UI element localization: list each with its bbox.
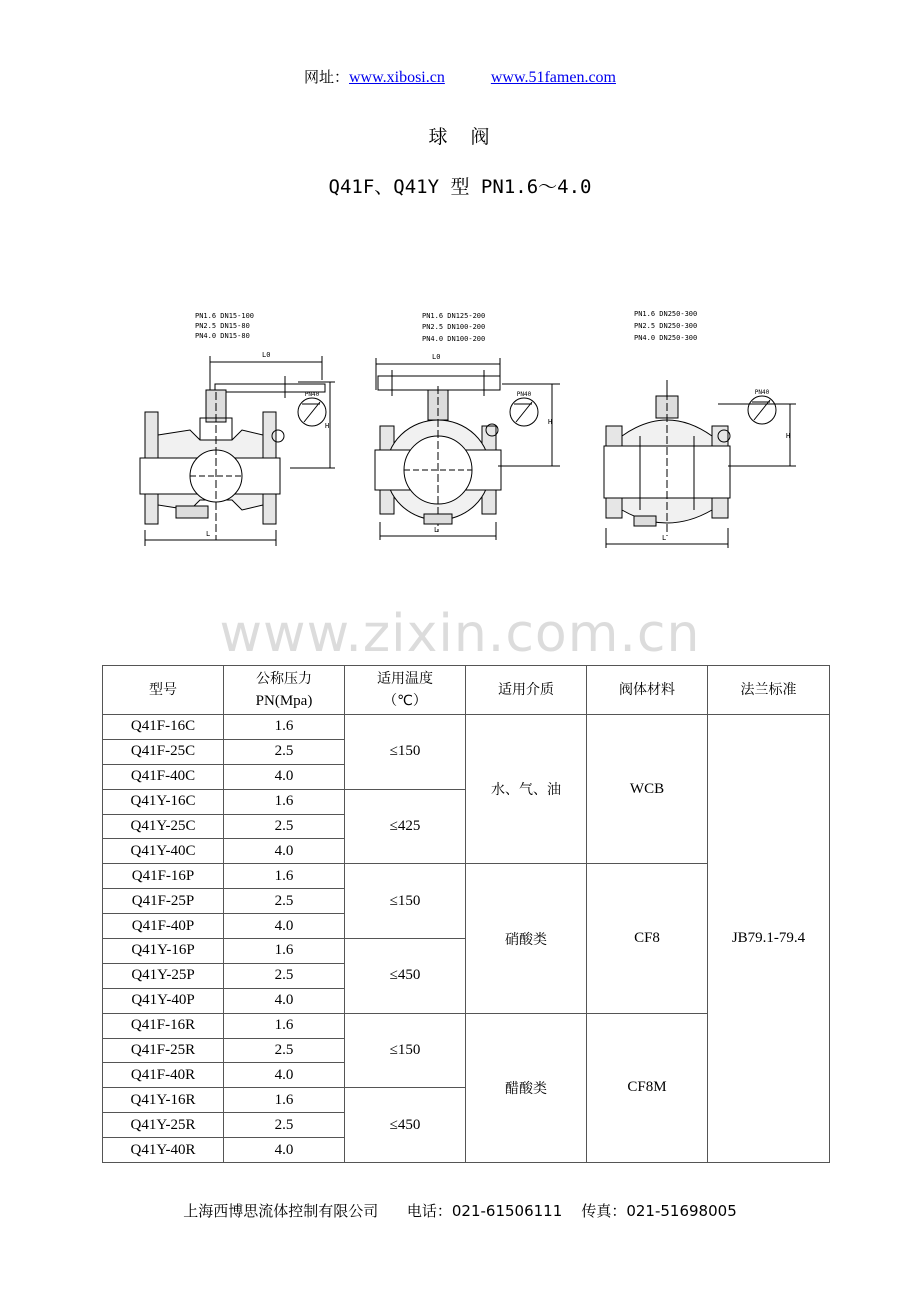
fig3-l: L bbox=[662, 534, 667, 542]
model-cell: Q41F-40R bbox=[103, 1063, 224, 1088]
pressure-cell: 4.0 bbox=[224, 839, 345, 864]
fig2-l: L bbox=[434, 526, 439, 534]
footer-fax: 传真：021-51698005 bbox=[581, 1202, 737, 1220]
fig1-mark: PN40 bbox=[304, 391, 320, 398]
spec-table bbox=[102, 665, 830, 1163]
pressure-cell: 4.0 bbox=[224, 1138, 345, 1163]
fig1-h: H bbox=[325, 422, 330, 430]
pressure-cell: 2.5 bbox=[224, 889, 345, 914]
temperature-cell: ≤425 bbox=[345, 789, 466, 864]
header-material: 阀体材料 bbox=[587, 666, 708, 715]
pressure-cell: 1.6 bbox=[224, 715, 345, 740]
pressure-cell: 2.5 bbox=[224, 814, 345, 839]
model-cell: Q41Y-25P bbox=[103, 963, 224, 988]
pressure-cell: 4.0 bbox=[224, 914, 345, 939]
fig2-spec1: PN1.6 DN125-200 bbox=[422, 312, 486, 320]
fig3-spec1: PN1.6 DN250-300 bbox=[634, 310, 698, 318]
valve-drawings bbox=[0, 300, 920, 560]
pressure-cell: 2.5 bbox=[224, 1038, 345, 1063]
fig2-h: H bbox=[548, 418, 553, 426]
header-flange: 法兰标准 bbox=[708, 666, 830, 715]
valve-drawing-small bbox=[140, 312, 335, 546]
pressure-cell: 2.5 bbox=[224, 739, 345, 764]
document-subtitle: Q41F、Q41Y 型 PN1.6～4.0 bbox=[328, 176, 592, 198]
fig3-spec2: PN2.5 DN250-300 bbox=[634, 322, 698, 330]
header-pressure-line2: PN(Mpa) bbox=[255, 693, 313, 709]
model-cell: Q41Y-40C bbox=[103, 839, 224, 864]
model-cell: Q41F-16R bbox=[103, 1013, 224, 1038]
model-cell: Q41Y-40P bbox=[103, 988, 224, 1013]
material-cell: WCB bbox=[587, 715, 708, 864]
model-cell: Q41F-16C bbox=[103, 715, 224, 740]
fig3-h: H bbox=[786, 432, 791, 440]
medium-cell: 醋酸类 bbox=[466, 1013, 587, 1162]
header-temperature-line2: （℃） bbox=[383, 693, 427, 709]
pressure-cell: 2.5 bbox=[224, 1113, 345, 1138]
document-title: 球 阀 bbox=[428, 126, 492, 148]
fig2-mark: PN40 bbox=[516, 391, 532, 398]
fig1-spec3: PN4.0 DN15-80 bbox=[195, 332, 250, 340]
website-link-51famen[interactable]: www.51famen.com bbox=[490, 69, 616, 86]
website-link-xibosi[interactable]: www.xibosi.cn bbox=[349, 69, 445, 86]
header-medium: 适用介质 bbox=[466, 666, 587, 715]
model-cell: Q41Y-16P bbox=[103, 939, 224, 964]
table-header-row bbox=[103, 666, 830, 715]
header-temperature bbox=[345, 666, 466, 715]
model-cell: Q41Y-16R bbox=[103, 1088, 224, 1113]
footer-company: 上海西博思流体控制有限公司 bbox=[183, 1202, 379, 1220]
watermark: www.zixin.com.cn bbox=[219, 604, 701, 664]
fig1-l: L bbox=[206, 530, 211, 538]
website-label: 网址： bbox=[303, 68, 349, 86]
valve-drawing-large bbox=[604, 310, 796, 548]
medium-cell: 水、气、油 bbox=[466, 715, 587, 864]
pressure-cell: 4.0 bbox=[224, 1063, 345, 1088]
website-header bbox=[0, 66, 920, 87]
model-cell: Q41Y-16C bbox=[103, 789, 224, 814]
fig1-spec1: PN1.6 DN15-100 bbox=[195, 312, 255, 320]
pressure-cell: 4.0 bbox=[224, 988, 345, 1013]
valve-drawing-medium bbox=[375, 312, 560, 540]
header-temperature-line1: 适用温度 bbox=[377, 671, 433, 687]
header-pressure-line1: 公称压力 bbox=[256, 671, 312, 687]
pressure-cell: 4.0 bbox=[224, 764, 345, 789]
model-cell: Q41Y-40R bbox=[103, 1138, 224, 1163]
footer-phone: 电话：021-61506111 bbox=[406, 1202, 563, 1220]
fig3-mark: PN40 bbox=[754, 389, 770, 396]
material-cell: CF8 bbox=[587, 864, 708, 1013]
pressure-cell: 2.5 bbox=[224, 963, 345, 988]
fig1-l0: L0 bbox=[262, 351, 271, 359]
medium-cell: 硝酸类 bbox=[466, 864, 587, 1013]
fig2-spec2: PN2.5 DN100-200 bbox=[422, 323, 486, 331]
temperature-cell: ≤450 bbox=[345, 939, 466, 1014]
model-cell: Q41F-16P bbox=[103, 864, 224, 889]
pressure-cell: 1.6 bbox=[224, 939, 345, 964]
header-model: 型号 bbox=[103, 666, 224, 715]
temperature-cell: ≤450 bbox=[345, 1088, 466, 1163]
fig1-spec2: PN2.5 DN15-80 bbox=[195, 322, 250, 330]
pressure-cell: 1.6 bbox=[224, 789, 345, 814]
fig2-spec3: PN4.0 DN100-200 bbox=[422, 335, 486, 343]
pressure-cell: 1.6 bbox=[224, 1013, 345, 1038]
pressure-cell: 1.6 bbox=[224, 1088, 345, 1113]
material-cell: CF8M bbox=[587, 1013, 708, 1162]
model-cell: Q41Y-25C bbox=[103, 814, 224, 839]
model-cell: Q41F-25C bbox=[103, 739, 224, 764]
temperature-cell: ≤150 bbox=[345, 1013, 466, 1088]
flange-standard-cell: JB79.1-79.4 bbox=[708, 715, 830, 1163]
model-cell: Q41F-40P bbox=[103, 914, 224, 939]
model-cell: Q41F-25P bbox=[103, 889, 224, 914]
pressure-cell: 1.6 bbox=[224, 864, 345, 889]
header-pressure bbox=[224, 666, 345, 715]
footer bbox=[0, 1200, 920, 1221]
fig3-spec3: PN4.0 DN250-300 bbox=[634, 334, 698, 342]
model-cell: Q41F-25R bbox=[103, 1038, 224, 1063]
table-row bbox=[103, 715, 830, 740]
temperature-cell: ≤150 bbox=[345, 864, 466, 939]
fig2-l0: L0 bbox=[432, 353, 441, 361]
temperature-cell: ≤150 bbox=[345, 715, 466, 790]
model-cell: Q41Y-25R bbox=[103, 1113, 224, 1138]
model-cell: Q41F-40C bbox=[103, 764, 224, 789]
